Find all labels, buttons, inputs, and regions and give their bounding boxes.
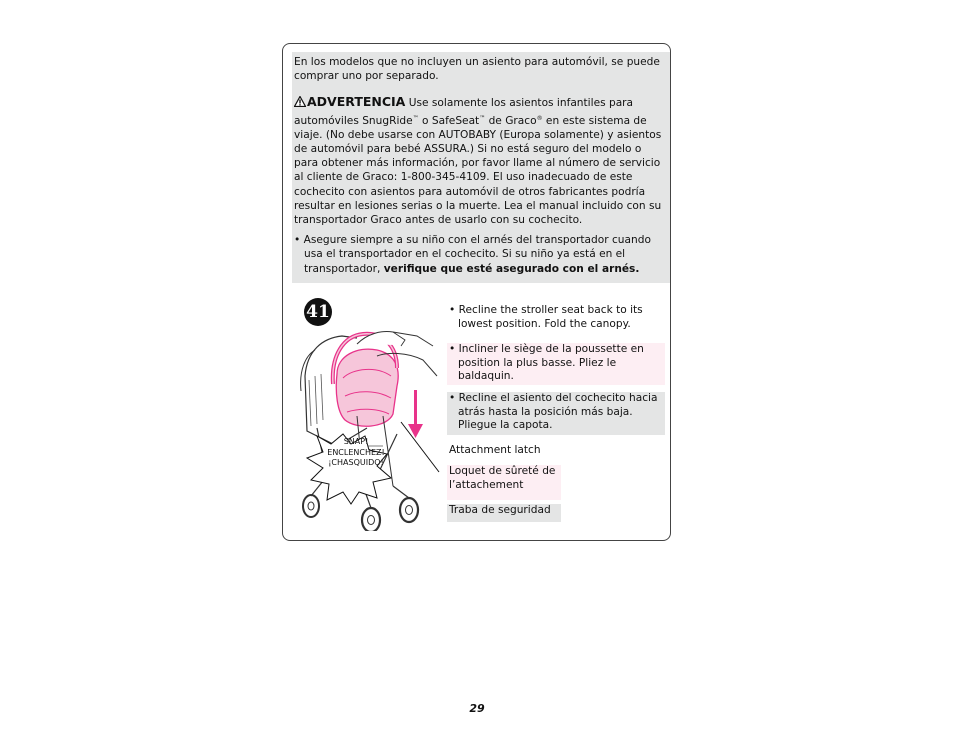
- trademark-1: ™: [412, 114, 419, 122]
- spanish-warning-block: [292, 52, 671, 283]
- intro-text: En los modelos que no incluyen un asiento para automóvil, se puede comprar uno por separado.: [294, 56, 660, 83]
- trademark-2: ™: [479, 114, 486, 122]
- snap-sound-label: [321, 437, 391, 469]
- instruction-fr: • Incliner le siège de la poussette en position la plus basse. Pliez le baldaquin.: [447, 343, 665, 385]
- warning-triangle-icon: [294, 96, 306, 111]
- latch-label-fr: Loquet de sûreté de l’attachement: [447, 465, 561, 500]
- warning-text-a: Use solamente los asientos infantiles para automóviles SnugRide: [294, 97, 634, 127]
- page-number: 29: [469, 702, 485, 715]
- harness-bold-text: verifique que esté asegurado con el arnés.: [383, 262, 640, 275]
- instruction-en: • Recline the stroller seat back to its lowest position. Fold the canopy.: [449, 304, 643, 330]
- warning-text-d: en este sistema de viaje. (No debe usarse con AUTOBABY (Europa solamente) y asientos de automóvil para bebé ASSURA.) Si no está seguro del modelo o para obtener más información, por favor llame al número de servicio al cliente de Graco: 1-800-345-4109. El uso inadecuado de este cochecito con asientos para automóvil de otros fabricantes podría resultar en lesiones serias o la muerte. Lea el manual incluido con su transportador Graco antes de usarlo con su cochecito.: [294, 114, 662, 227]
- step-number-badge: 41: [304, 298, 332, 326]
- snap-fr: ENCLENCHEZ!: [327, 447, 385, 457]
- latch-label-es: Traba de seguridad: [447, 504, 561, 522]
- harness-bullet: [294, 233, 668, 276]
- instruction-es: • Recline el asiento del cochecito hacia atrás hasta la posición más baja. Pliegue la capota.: [447, 392, 665, 435]
- snap-es: ¡CHASQUIDO!: [328, 458, 384, 467]
- warning-paragraph: [294, 95, 668, 227]
- warning-text-b: o SafeSeat: [418, 114, 480, 127]
- instruction-panel: [282, 43, 671, 541]
- stroller-car-seat-illustration: [297, 316, 447, 531]
- warning-title: ADVERTENCIA: [307, 94, 406, 110]
- snap-en: SNAP!: [343, 437, 369, 446]
- harness-text: • Asegure siempre a su niño con el arnés del transportador cuando usa el transportador en el cochecito. Si su niño ya está en el transportador,: [294, 234, 651, 275]
- warning-text-c: de Graco: [485, 114, 537, 127]
- latch-label-en: Attachment latch: [449, 444, 541, 456]
- registered-mark: ®: [536, 114, 543, 122]
